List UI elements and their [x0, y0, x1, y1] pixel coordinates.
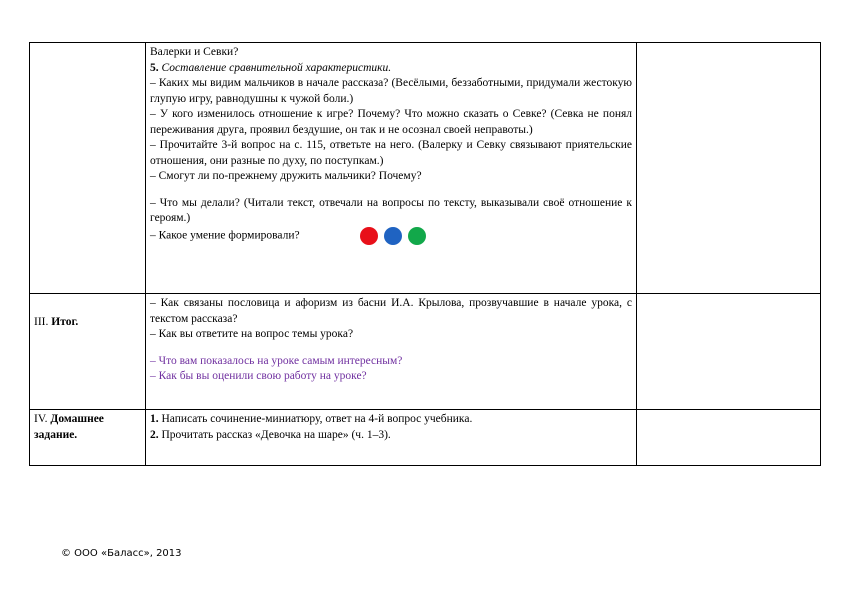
green-circle-icon: [408, 227, 426, 245]
stage-number: IV.: [34, 413, 48, 425]
self-assessment-circles: [360, 227, 432, 245]
notes-cell: [637, 410, 821, 466]
task-heading: [150, 61, 632, 77]
stage-cell: [30, 294, 146, 410]
text-line: Валерки и Севки?: [150, 46, 239, 58]
stage-title: [34, 315, 141, 331]
activity-cell: [146, 43, 637, 294]
question-1: – Как связаны пословица и афоризм из басни И.А. Крылова, прозвучавшие в начале урока, с текстом рассказа?: [150, 297, 632, 325]
task-number: 1.: [150, 413, 159, 425]
lesson-plan-table: [29, 42, 821, 466]
notes-cell: [637, 43, 821, 294]
homework-task-2: [150, 428, 632, 444]
activity-cell: [146, 410, 637, 466]
task-number: 5.: [150, 61, 159, 74]
task-number: 2.: [150, 428, 159, 441]
task-text: Написать сочинение-миниатюру, ответ на 4-й вопрос учебника.: [161, 413, 473, 425]
stage-cell: [30, 410, 146, 466]
question-4: – Как бы вы оценили свою работу на уроке?: [150, 370, 367, 382]
blue-circle-icon: [384, 227, 402, 245]
table-row: [30, 294, 821, 410]
notes-cell: [637, 294, 821, 410]
question-3: – Прочитайте 3-й вопрос на с. 115, ответьте на него. (Валерку и Севку связывают приятельские отношения, они разные по духу, по поступкам.): [150, 139, 632, 167]
stage-cell: [30, 43, 146, 294]
activity-cell: [146, 294, 637, 410]
question-5: – Что мы делали? (Читали текст, отвечали на вопросы по тексту, выказывали своё отношение к героям.): [150, 196, 632, 224]
copyright-footer: © ООО «Баласс», 2013: [61, 548, 182, 559]
table-row: [30, 43, 821, 294]
question-6: – Какое умение формировали?: [150, 229, 300, 242]
question-3: – Что вам показалось на уроке самым интересным?: [150, 354, 403, 367]
question-2: – У кого изменилось отношение к игре? Почему? Что можно сказать о Севке? (Севка не понял переживания друга, проявил бездушие, он так и не осознал своей неправоты.): [150, 108, 632, 136]
homework-task-1: [150, 412, 632, 428]
task-text: Прочитать рассказ «Девочка на шаре» (ч. 1–3).: [161, 428, 391, 441]
red-circle-icon: [360, 227, 378, 245]
table-row: [30, 410, 821, 466]
question-4: – Смогут ли по-прежнему дружить мальчики? Почему?: [150, 170, 422, 182]
question-6-line: [150, 227, 632, 245]
question-1: – Каких мы видим мальчиков в начале рассказа? (Весёлыми, беззаботными, придумали жестокую глупую игру, равнодушны к чужой боли.): [150, 77, 632, 105]
stage-name: Итог.: [51, 316, 79, 328]
stage-title: [34, 412, 141, 443]
question-2: – Как вы ответите на вопрос темы урока?: [150, 328, 354, 340]
stage-name: Домашнее задание.: [34, 413, 104, 441]
stage-number: III.: [34, 316, 49, 328]
task-title: Составление сравнительной характеристики.: [161, 61, 392, 74]
